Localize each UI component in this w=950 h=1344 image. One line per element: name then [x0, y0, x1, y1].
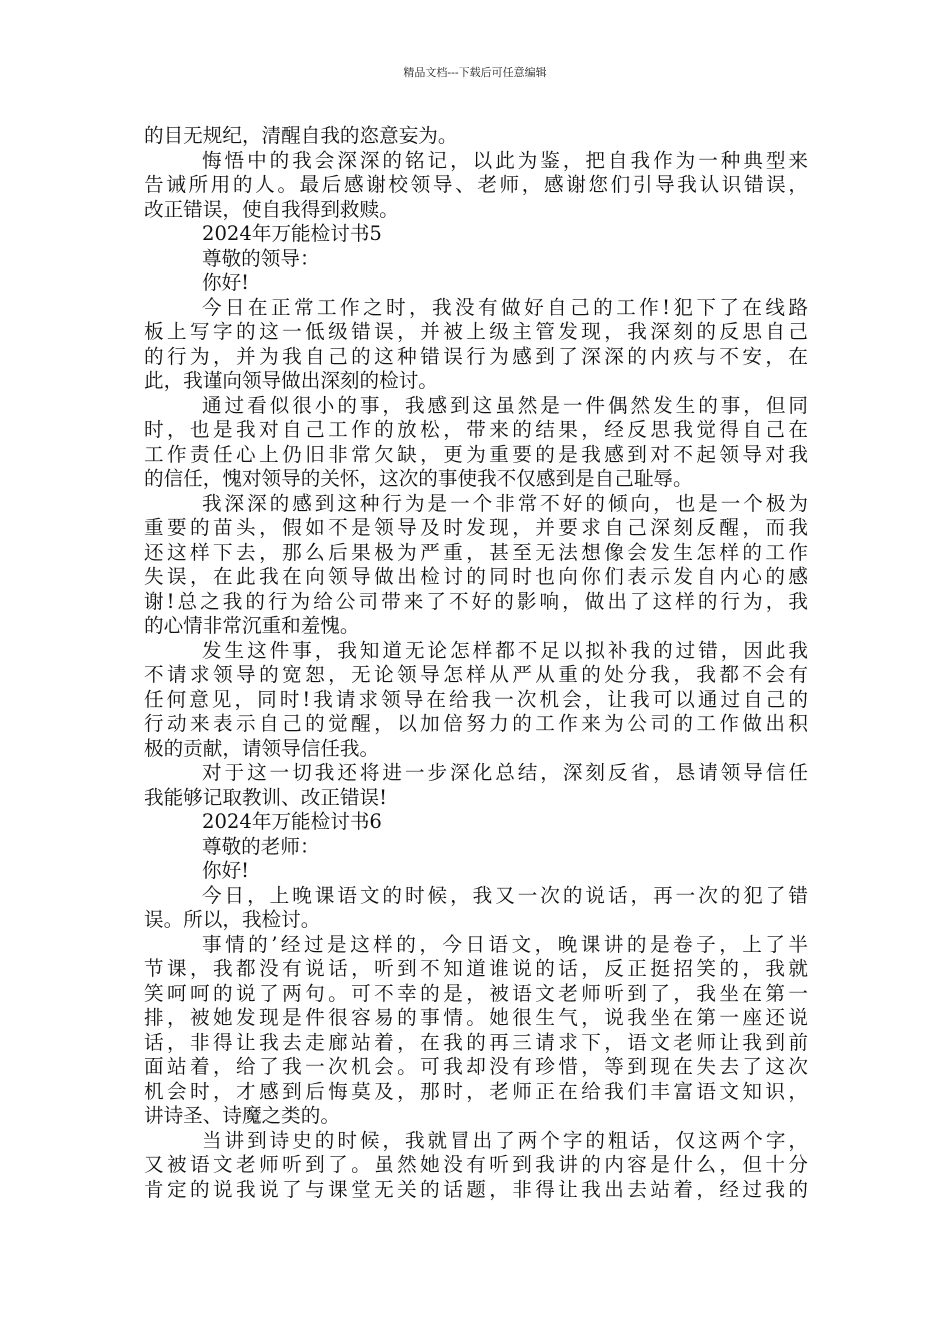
- text-line: 悔悟中的我会深深的铭记，以此为鉴，把自我作为一种典型来: [202, 148, 808, 172]
- text-line: 当讲到诗史的时候，我就冒出了两个字的粗话，仅这两个字，: [202, 1128, 808, 1152]
- text-line: 的心情非常沉重和羞愧。: [144, 614, 360, 637]
- text-line: 极的贡献，请领导信任我。: [144, 736, 380, 760]
- text-line: 讲诗圣、诗魔之类的。: [144, 1104, 340, 1127]
- text-line: 的信任，愧对领导的关怀，这次的事使我不仅感到是自己耻辱。: [144, 467, 693, 490]
- text-line: 板上写字的这一低级错误，并被上级主管发现，我深刻的反思自己: [144, 320, 808, 343]
- text-line: 事情的’经过是这样的，今日语文，晚课讲的是卷子，上了半: [202, 932, 808, 956]
- text-line: 谢!总之我的行为给公司带来了不好的影响，做出了这样的行为，我: [144, 589, 808, 613]
- text-line: 机会时，才感到后悔莫及，那时，老师正在给我们丰富语文知识，: [144, 1079, 808, 1103]
- text-line: 尊敬的领导：: [202, 246, 320, 270]
- text-line: 此，我谨向领导做出深刻的检讨。: [144, 369, 438, 392]
- text-line: 发生这件事，我知道无论怎样都不足以拟补我的过错，因此我: [202, 638, 808, 662]
- text-line: 重要的苗头，假如不是领导及时发现，并要求自己深刻反醒，而我: [144, 516, 808, 539]
- text-line: 又被语文老师听到了。虽然她没有听到我讲的内容是什么，但十分: [144, 1153, 808, 1176]
- page-header: 精品文档---下载后可任意编辑: [403, 66, 547, 79]
- text-line: 节课，我都没有说话，听到不知道谁说的话，反正挺招笑的，我就: [144, 957, 808, 980]
- text-line: 还这样下去，那么后果极为严重，甚至无法想像会发生怎样的工作: [144, 540, 808, 564]
- text-line: 今日，上晚课语文的时候，我又一次的说话，再一次的犯了错: [202, 883, 808, 907]
- text-line: 不请求领导的宽恕，无论领导怎样从严从重的处分我，我都不会有: [144, 663, 808, 686]
- text-line: 行动来表示自己的觉醒，以加倍努力的工作来为公司的工作做出积: [144, 712, 808, 735]
- text-line: 2024年万能检讨书5: [202, 222, 382, 245]
- text-line: 对于这一切我还将进一步深化总结，深刻反省，恳请领导信任: [202, 761, 808, 784]
- text-line: 笑呵呵的说了两句。可不幸的是，被语文老师听到了，我坐在第一: [144, 981, 808, 1005]
- text-line: 的行为，并为我自己的这种错误行为感到了深深的内疚与不安，在: [144, 344, 808, 368]
- text-line: 时，也是我对自己工作的放松，带来的结果，经反思我觉得自己在: [144, 418, 808, 441]
- text-line: 我深深的感到这种行为是一个非常不好的倾向，也是一个极为: [202, 491, 808, 515]
- text-line: 通过看似很小的事，我感到这虽然是一件偶然发生的事，但同: [202, 393, 808, 417]
- text-line: 话，非得让我去走廊站着，在我的再三请求下，语文老师让我到前: [144, 1030, 808, 1054]
- text-line: 你好!: [202, 859, 250, 882]
- text-line: 2024年万能检讨书6: [202, 810, 382, 833]
- text-line: 改正错误，使自我得到救赎。: [144, 197, 399, 221]
- text-line: 任何意见，同时!我请求领导在给我一次机会，让我可以通过自己的: [144, 687, 808, 711]
- text-line: 排，被她发现是件很容易的事情。她很生气，说我坐在第一座还说: [144, 1006, 808, 1029]
- text-line: 面站着，给了我一次机会。可我却没有珍惜，等到现在失去了这次: [144, 1055, 808, 1078]
- text-line: 我能够记取教训、改正错误!: [144, 785, 387, 809]
- document-body: [144, 124, 808, 1202]
- text-line: 你好!: [202, 271, 250, 294]
- text-line: 今日在正常工作之时，我没有做好自己的工作!犯下了在线路: [202, 295, 808, 319]
- text-line: 肯定的说我说了与课堂无关的话题，非得让我出去站着，经过我的: [144, 1177, 808, 1201]
- text-line: 的目无规纪，清醒自我的恣意妄为。: [144, 124, 458, 147]
- text-line: 工作责任心上仍旧非常欠缺，更为重要的是我感到对不起领导对我: [144, 442, 808, 466]
- text-line: 失误，在此我在向领导做出检讨的同时也向你们表示发自内心的感: [144, 565, 808, 588]
- text-line: 尊敬的老师：: [202, 834, 320, 858]
- text-line: 误。所以，我检讨。: [144, 908, 321, 931]
- text-line: 告诫所用的人。最后感谢校领导、老师，感谢您们引导我认识错误，: [144, 173, 808, 196]
